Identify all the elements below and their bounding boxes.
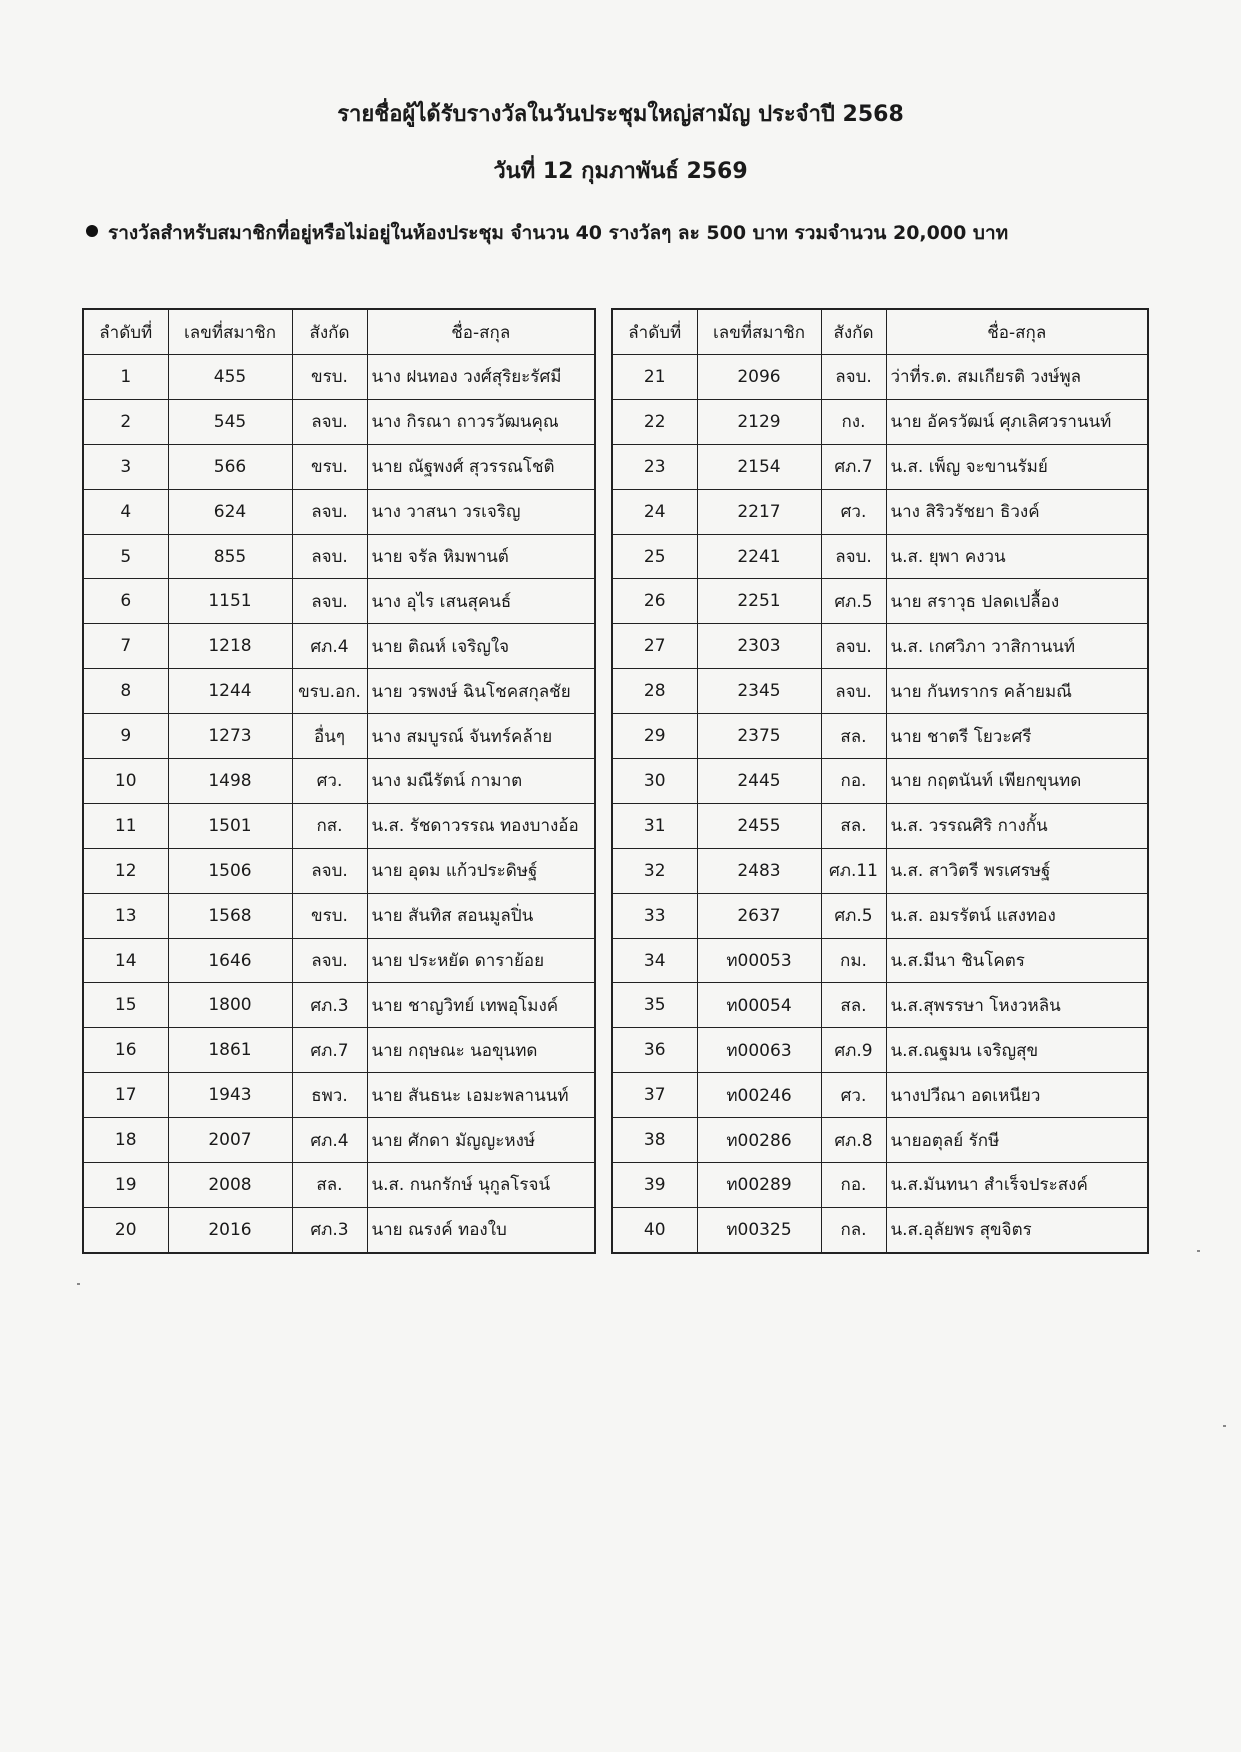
document-title: รายชื่อผู้ได้รับรางวัลในวันประชุมใหญ่สามัญ ประจำปี 2568 — [337, 102, 904, 127]
affiliation-cell: ศภ.3 — [292, 1207, 367, 1252]
name-cell: นาย อัครวัฒน์ ศุภเลิศวรานนท์ — [886, 399, 1148, 444]
member-id-cell: 2129 — [697, 399, 821, 444]
name-cell: น.ส. อมรรัตน์ แสงทอง — [886, 893, 1148, 938]
member-id-cell: 2096 — [697, 355, 821, 400]
order-cell: 11 — [83, 803, 168, 848]
order-cell: 12 — [83, 848, 168, 893]
column-header-affiliation: สังกัด — [821, 309, 886, 355]
order-cell: 19 — [83, 1163, 168, 1208]
name-cell: ว่าที่ร.ต. สมเกียรติ วงษ์พูล — [886, 355, 1148, 400]
member-id-cell: ท00053 — [697, 938, 821, 983]
name-cell: นาย ศักดา มัญญะหงษ์ — [367, 1118, 595, 1163]
order-cell: 25 — [612, 534, 697, 579]
order-cell: 37 — [612, 1073, 697, 1118]
member-id-cell: 2375 — [697, 714, 821, 759]
table-row — [83, 1163, 595, 1208]
order-cell: 24 — [612, 489, 697, 534]
order-cell: 23 — [612, 444, 697, 489]
table-row — [612, 399, 1148, 444]
order-cell: 7 — [83, 624, 168, 669]
name-cell: นางปวีณา อดเหนียว — [886, 1073, 1148, 1118]
order-cell: 15 — [83, 983, 168, 1028]
member-id-cell: 1861 — [168, 1028, 292, 1073]
affiliation-cell: กง. — [821, 399, 886, 444]
table-header-row — [612, 309, 1148, 355]
bullet-icon — [86, 225, 98, 237]
order-cell: 28 — [612, 669, 697, 714]
name-cell: น.ส.มันทนา สำเร็จประสงค์ — [886, 1163, 1148, 1208]
affiliation-cell: ลจบ. — [821, 624, 886, 669]
order-cell: 16 — [83, 1028, 168, 1073]
name-cell: นาย ชาญวิทย์ เทพอุโมงค์ — [367, 983, 595, 1028]
affiliation-cell: กอ. — [821, 759, 886, 804]
name-cell: นาย กันทรากร คล้ายมณี — [886, 669, 1148, 714]
column-header-order: ลำดับที่ — [612, 309, 697, 355]
order-cell: 6 — [83, 579, 168, 624]
member-id-cell: 2303 — [697, 624, 821, 669]
affiliation-cell: ลจบ. — [292, 579, 367, 624]
affiliation-cell: ศภ.4 — [292, 1118, 367, 1163]
member-id-cell: 2217 — [697, 489, 821, 534]
member-id-cell: 2251 — [697, 579, 821, 624]
name-cell: นาง สิริวรัชยา ธิวงค์ — [886, 489, 1148, 534]
affiliation-cell: อื่นๆ — [292, 714, 367, 759]
order-cell: 9 — [83, 714, 168, 759]
name-cell: น.ส. เกศวิภา วาสิกานนท์ — [886, 624, 1148, 669]
table-row — [83, 848, 595, 893]
table-row — [612, 489, 1148, 534]
name-cell: น.ส. รัชดาวรรณ ทองบางอ้อ — [367, 803, 595, 848]
affiliation-cell: ลจบ. — [292, 489, 367, 534]
table-row — [83, 983, 595, 1028]
member-id-cell: 1501 — [168, 803, 292, 848]
affiliation-cell: ศภ.11 — [821, 848, 886, 893]
order-cell: 10 — [83, 759, 168, 804]
name-cell: นาย ติณห์ เจริญใจ — [367, 624, 595, 669]
name-cell: นาย กฤษณะ นอขุนทด — [367, 1028, 595, 1073]
scan-speck — [1197, 1250, 1200, 1252]
order-cell: 29 — [612, 714, 697, 759]
name-cell: นาย สันทิส สอนมูลปิ่น — [367, 893, 595, 938]
affiliation-cell: ลจบ. — [821, 534, 886, 579]
affiliation-cell: ขรบ. — [292, 355, 367, 400]
affiliation-cell: ศภ.3 — [292, 983, 367, 1028]
table-row — [612, 714, 1148, 759]
table-row — [83, 1207, 595, 1252]
member-id-cell: 2007 — [168, 1118, 292, 1163]
name-cell: นาย กฤตนันท์ เพียกขุนทด — [886, 759, 1148, 804]
affiliation-cell: ลจบ. — [292, 938, 367, 983]
member-id-cell: 1244 — [168, 669, 292, 714]
affiliation-cell: ศภ.5 — [821, 579, 886, 624]
affiliation-cell: ศภ.8 — [821, 1118, 886, 1163]
member-id-cell: 1218 — [168, 624, 292, 669]
table-row — [612, 1207, 1148, 1252]
affiliation-cell: กส. — [292, 803, 367, 848]
order-cell: 17 — [83, 1073, 168, 1118]
name-cell: นายอตุลย์ รักษี — [886, 1118, 1148, 1163]
table-row — [83, 1073, 595, 1118]
member-id-cell: 566 — [168, 444, 292, 489]
member-id-cell: 2483 — [697, 848, 821, 893]
order-cell: 14 — [83, 938, 168, 983]
name-cell: น.ส. ยุพา คงวน — [886, 534, 1148, 579]
table-row — [83, 579, 595, 624]
table-row — [83, 399, 595, 444]
order-cell: 20 — [83, 1207, 168, 1252]
affiliation-cell: ลจบ. — [292, 848, 367, 893]
table-row — [83, 714, 595, 759]
table-row — [612, 893, 1148, 938]
member-id-cell: ท00246 — [697, 1073, 821, 1118]
order-cell: 21 — [612, 355, 697, 400]
order-cell: 33 — [612, 893, 697, 938]
table-row — [83, 534, 595, 579]
scan-speck — [77, 1283, 80, 1285]
column-header-name: ชื่อ-สกุล — [367, 309, 595, 355]
member-id-cell: 1568 — [168, 893, 292, 938]
table-row — [612, 848, 1148, 893]
table-row — [83, 1118, 595, 1163]
name-cell: นาย ประหยัด ดาราย้อย — [367, 938, 595, 983]
member-id-cell: ท00063 — [697, 1028, 821, 1073]
member-id-cell: ท00286 — [697, 1118, 821, 1163]
table-row — [83, 803, 595, 848]
column-header-name: ชื่อ-สกุล — [886, 309, 1148, 355]
member-id-cell: 2154 — [697, 444, 821, 489]
order-cell: 39 — [612, 1163, 697, 1208]
order-cell: 18 — [83, 1118, 168, 1163]
name-cell: นาง มณีรัตน์ กามาต — [367, 759, 595, 804]
table-row — [83, 444, 595, 489]
order-cell: 2 — [83, 399, 168, 444]
affiliation-cell: สล. — [821, 803, 886, 848]
member-id-cell: 1800 — [168, 983, 292, 1028]
name-cell: น.ส. กนกรักษ์ นุกูลโรจน์ — [367, 1163, 595, 1208]
name-cell: น.ส.มีนา ชินโคตร — [886, 938, 1148, 983]
order-cell: 13 — [83, 893, 168, 938]
member-id-cell: ท00054 — [697, 983, 821, 1028]
table-row — [612, 803, 1148, 848]
order-cell: 38 — [612, 1118, 697, 1163]
member-id-cell: 1943 — [168, 1073, 292, 1118]
affiliation-cell: สล. — [821, 714, 886, 759]
order-cell: 36 — [612, 1028, 697, 1073]
affiliation-cell: สล. — [821, 983, 886, 1028]
member-id-cell: 1646 — [168, 938, 292, 983]
table-row — [612, 579, 1148, 624]
name-cell: น.ส. วรรณศิริ กางกั้น — [886, 803, 1148, 848]
affiliation-cell: สล. — [292, 1163, 367, 1208]
name-cell: นาย ณัฐพงศ์ สุวรรณโชติ — [367, 444, 595, 489]
table-row — [612, 938, 1148, 983]
affiliation-cell: กม. — [821, 938, 886, 983]
scan-speck — [1223, 1425, 1226, 1427]
name-cell: นาย ชาตรี โยวะศรี — [886, 714, 1148, 759]
member-id-cell: 455 — [168, 355, 292, 400]
order-cell: 31 — [612, 803, 697, 848]
member-id-cell: 2016 — [168, 1207, 292, 1252]
name-cell: น.ส. สาวิตรี พรเศรษฐ์ — [886, 848, 1148, 893]
table-header-row — [83, 309, 595, 355]
table-row — [83, 355, 595, 400]
table-row — [612, 444, 1148, 489]
name-cell: นาง วาสนา วรเจริญ — [367, 489, 595, 534]
table-row — [83, 893, 595, 938]
order-cell: 5 — [83, 534, 168, 579]
order-cell: 27 — [612, 624, 697, 669]
member-id-cell: 2445 — [697, 759, 821, 804]
order-cell: 34 — [612, 938, 697, 983]
affiliation-cell: ศภ.5 — [821, 893, 886, 938]
table-row — [83, 669, 595, 714]
table-row — [612, 1028, 1148, 1073]
member-id-cell: 2008 — [168, 1163, 292, 1208]
affiliation-cell: ลจบ. — [821, 669, 886, 714]
order-cell: 32 — [612, 848, 697, 893]
affiliation-cell: ศว. — [292, 759, 367, 804]
awards-table-left — [82, 308, 596, 1254]
order-cell: 22 — [612, 399, 697, 444]
table-row — [612, 1163, 1148, 1208]
table-row — [612, 534, 1148, 579]
affiliation-cell: ลจบ. — [821, 355, 886, 400]
name-cell: นาย วรพงษ์ ฉินโชคสกุลชัย — [367, 669, 595, 714]
affiliation-cell: ศภ.4 — [292, 624, 367, 669]
name-cell: น.ส.ณฐมน เจริญสุข — [886, 1028, 1148, 1073]
table-row — [612, 1118, 1148, 1163]
awards-table-right — [611, 308, 1149, 1254]
name-cell: น.ส. เพ็ญ จะขานรัมย์ — [886, 444, 1148, 489]
order-cell: 8 — [83, 669, 168, 714]
order-cell: 40 — [612, 1207, 697, 1252]
table-row — [612, 1073, 1148, 1118]
table-row — [83, 624, 595, 669]
member-id-cell: 1506 — [168, 848, 292, 893]
column-header-member-id: เลขที่สมาชิก — [697, 309, 821, 355]
name-cell: น.ส.สุพรรษา โหงวหลิน — [886, 983, 1148, 1028]
column-header-order: ลำดับที่ — [83, 309, 168, 355]
award-note-text: รางวัลสำหรับสมาชิกที่อยู่หรือไม่อยู่ในห้องประชุม จำนวน 40 รางวัลๆ ละ 500 บาท รวมจำนวน 20,000 บาท — [108, 222, 1009, 244]
name-cell: นาย อุดม แก้วประดิษฐ์ — [367, 848, 595, 893]
table-row — [612, 983, 1148, 1028]
name-cell: นาย สันธนะ เอมะพลานนท์ — [367, 1073, 595, 1118]
order-cell: 35 — [612, 983, 697, 1028]
affiliation-cell: ขรบ. — [292, 444, 367, 489]
affiliation-cell: ขรบ.อก. — [292, 669, 367, 714]
order-cell: 1 — [83, 355, 168, 400]
table-row — [612, 669, 1148, 714]
member-id-cell: 2455 — [697, 803, 821, 848]
name-cell: นาง สมบูรณ์ จันทร์คล้าย — [367, 714, 595, 759]
name-cell: นาง ฝนทอง วงศ์สุริยะรัศมี — [367, 355, 595, 400]
affiliation-cell: กล. — [821, 1207, 886, 1252]
affiliation-cell: ศภ.9 — [821, 1028, 886, 1073]
table-row — [612, 624, 1148, 669]
table-row — [83, 759, 595, 804]
document-date: วันที่ 12 กุมภาพันธ์ 2569 — [493, 159, 748, 184]
order-cell: 26 — [612, 579, 697, 624]
affiliation-cell: ศภ.7 — [821, 444, 886, 489]
table-row — [83, 1028, 595, 1073]
name-cell: นาย ณรงค์ ทองใบ — [367, 1207, 595, 1252]
award-note — [86, 218, 1206, 248]
member-id-cell: 1151 — [168, 579, 292, 624]
member-id-cell: ท00289 — [697, 1163, 821, 1208]
member-id-cell: 2345 — [697, 669, 821, 714]
column-header-member-id: เลขที่สมาชิก — [168, 309, 292, 355]
order-cell: 3 — [83, 444, 168, 489]
member-id-cell: 2241 — [697, 534, 821, 579]
member-id-cell: 2637 — [697, 893, 821, 938]
member-id-cell: 1498 — [168, 759, 292, 804]
member-id-cell: 624 — [168, 489, 292, 534]
table-row — [612, 759, 1148, 804]
name-cell: นาย จรัล หิมพานต์ — [367, 534, 595, 579]
member-id-cell: ท00325 — [697, 1207, 821, 1252]
affiliation-cell: ศว. — [821, 489, 886, 534]
member-id-cell: 855 — [168, 534, 292, 579]
name-cell: นาย สราวุธ ปลดเปลื้อง — [886, 579, 1148, 624]
member-id-cell: 545 — [168, 399, 292, 444]
name-cell: นาง อุไร เสนสุคนธ์ — [367, 579, 595, 624]
member-id-cell: 1273 — [168, 714, 292, 759]
order-cell: 4 — [83, 489, 168, 534]
table-row — [612, 355, 1148, 400]
name-cell: นาง กิรณา ถาวรวัฒนคุณ — [367, 399, 595, 444]
affiliation-cell: กอ. — [821, 1163, 886, 1208]
table-row — [83, 938, 595, 983]
order-cell: 30 — [612, 759, 697, 804]
affiliation-cell: ลจบ. — [292, 534, 367, 579]
table-row — [83, 489, 595, 534]
column-header-affiliation: สังกัด — [292, 309, 367, 355]
affiliation-cell: ศว. — [821, 1073, 886, 1118]
affiliation-cell: ขรบ. — [292, 893, 367, 938]
name-cell: น.ส.อุลัยพร สุขจิตร — [886, 1207, 1148, 1252]
affiliation-cell: ลจบ. — [292, 399, 367, 444]
affiliation-cell: ศภ.7 — [292, 1028, 367, 1073]
affiliation-cell: ธพว. — [292, 1073, 367, 1118]
